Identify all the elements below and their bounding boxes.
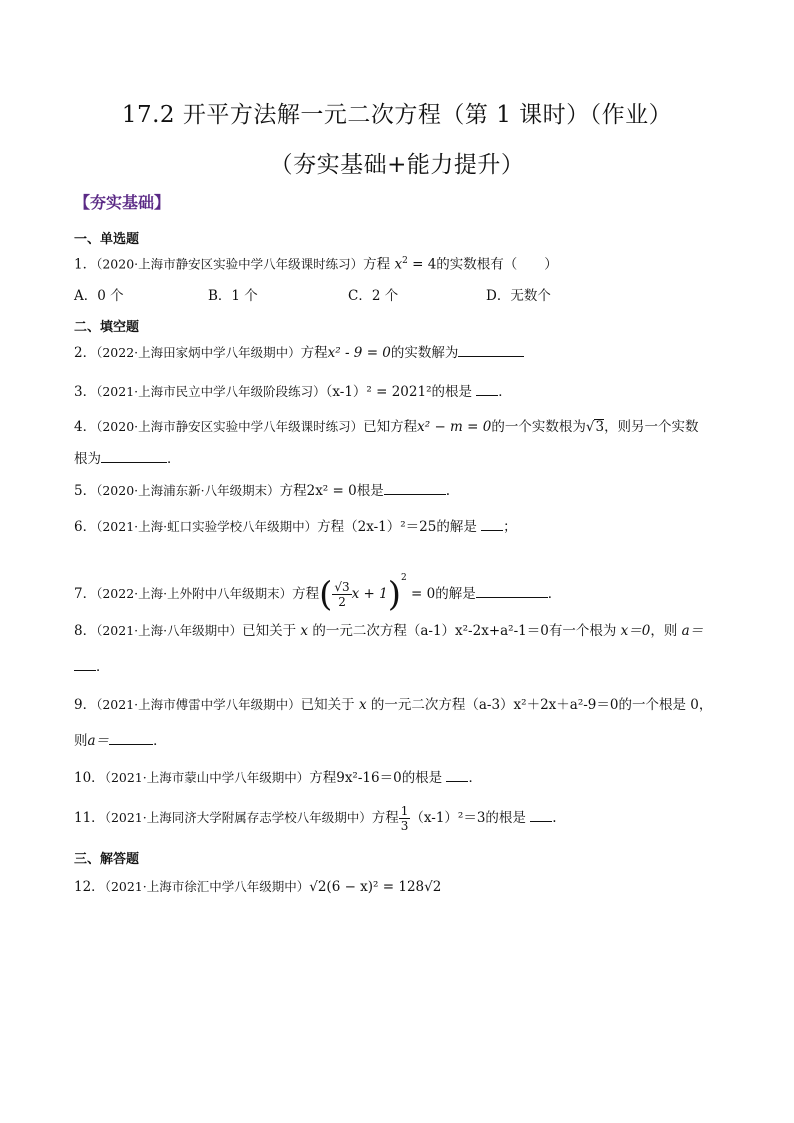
option-d: D．无数个 [486,288,551,304]
question-source: （2021·上海·八年级期中） [96,623,243,638]
question-text: 的一元二次方程 [312,623,407,639]
answer-blank[interactable] [446,767,468,782]
question-11: 11．（2021·上海同济大学附属存志学校八年级期中）方程 $\frac{1}{3}$ （x-1）²＝3的根是 . [74,804,557,833]
question-9-line2: 则a＝ ． [74,730,734,752]
math-expression: = 4 [407,256,437,273]
question-number: 7． [74,586,97,602]
math-expression: x² - 9 = 0 [327,345,391,361]
question-text: 已知关于 [300,697,355,713]
answer-blank[interactable] [530,807,552,822]
section-heading-solve: 三、解答题 [74,852,140,867]
question-text: 的一个根是 0， [618,697,713,713]
math-expression: √2(6 − x)² = 128√2 [309,879,442,895]
question-text: 方程 [363,256,391,273]
math-variable: a＝ [87,733,110,749]
question-text: 有一个根为 [548,623,617,639]
question-3: 3．（2021·上海市民立中学八年级阶段练习）（x-1）² = 2021²的根是 ． [74,381,734,403]
question-9 [74,694,734,716]
question-text: 的实数解为 [390,345,459,361]
question-6: 6．（2021·上海·虹口实验学校八年级期中）方程（2x-1）²＝25的解是 ； [74,516,734,538]
question-10: 10．（2021·上海市蒙山中学八年级期中）方程9x²-16＝0的根是 ． [74,767,734,789]
question-4-line2: 根为 ． [74,448,734,470]
section-heading-single-choice: 一、单选题 [74,232,140,247]
question-number: 4． [74,419,97,435]
math-expression: （2x-1）²＝25 [344,519,437,535]
question-number: 11． [74,810,105,826]
question-source: （2021·上海市傅雷中学八年级期中） [96,697,301,712]
math-variable: x [300,623,309,639]
section-badge: 【夯实基础】 [74,193,171,212]
math-expression: （a-3）x²＋2x＋a²-9＝0 [465,697,619,713]
question-text: 的一个实数根为 [491,419,586,435]
question-text: 的根是 [401,770,443,786]
math-fraction: $\frac{1}{3}$ [400,804,409,833]
math-expression: （x-1）²＝3 [410,810,486,826]
answer-blank[interactable] [476,583,548,598]
question-source: （2022·上海田家炳中学八年级期中） [96,345,301,360]
question-number: 9． [74,697,97,713]
question-source: （2021·上海市蒙山中学八年级期中） [104,770,310,785]
question-12 [74,876,734,898]
question-source: （2021·上海·虹口实验学校八年级期中） [96,519,318,534]
question-number: 10． [74,770,105,786]
page-subtitle: （夯实基础+能力提升） [269,152,525,178]
question-8-line2: ． [74,656,734,678]
question-8 [74,620,734,642]
math-expression: （x-1）² = 2021² [325,384,432,400]
math-expression: = 0 [406,586,436,602]
question-text: 的根是 [485,810,526,826]
question-text: 已知方程 [363,419,418,435]
question-number: 8． [74,623,97,639]
section-heading-fill-blank: 二、填空题 [74,320,140,335]
question-source: （2020·上海浦东新·八年级期末） [96,483,280,498]
question-7: 7．（2022·上海·上外附中八年级期末）方程( $\frac{√3}{2}$ x + 1)$^2$ = 0的解是 ． [74,573,562,615]
question-number: 2． [74,345,97,361]
answer-blank[interactable] [101,448,167,463]
question-source: （2020·上海市静安区实验中学八年级课时练习） [96,419,364,434]
math-expression: x + 1 [351,586,388,602]
question-source: （2021·上海市民立中学八年级阶段练习） [96,384,326,399]
answer-blank[interactable] [74,656,96,671]
question-text: 方程 [371,810,399,826]
question-text: 方程 [317,519,345,535]
question-text: 根是 [356,483,384,499]
question-source: （2022·上海·上外附中八年级期末） [96,586,293,601]
math-expression: 2x² = 0 [306,483,357,499]
answer-blank[interactable] [476,381,498,396]
question-1: 1．（2020·上海市静安区实验中学八年级课时练习）方程 $x^2 = 4$的实数根有（ ） [74,256,558,273]
math-expression: 9x²-16＝0 [336,770,402,786]
option-c: C．2 个 [348,288,399,304]
question-number: 12． [74,879,105,895]
math-expression: x＝0 [620,623,651,639]
question-text: 方程 [309,770,337,786]
answer-blank[interactable] [384,480,446,495]
question-source: （2020·上海市静安区实验中学八年级课时练习） [96,256,364,272]
question-number: 6． [74,519,97,535]
question-4: 4．（2020·上海市静安区实验中学八年级课时练习）已知方程x² − m = 0的一个实数根为√3，则另一个实数 [74,419,699,435]
question-source: （2021·上海市徐汇中学八年级期中） [104,879,310,894]
question-2 [74,342,734,364]
question-text: 方程 [292,586,320,602]
question-text: 的根是 [431,384,472,400]
page-title: 17.2 开平方法解一元二次方程（第 1 课时）（作业） [121,102,673,128]
question-text: 方程 [279,483,307,499]
option-b: B．1 个 [208,288,258,304]
math-expression: x [394,256,403,273]
question-text: ，则 [650,623,678,639]
answer-blank[interactable] [481,516,503,531]
question-text: 方程 [300,345,328,361]
question-number: 5． [74,483,97,499]
math-expression: 3 [595,419,605,435]
question-text: 的解是 [435,586,476,602]
math-expression: x² − m = 0 [417,419,492,435]
question-text: 的一元二次方程 [370,697,466,713]
question-source: （2021·上海同济大学附属存志学校八年级期中） [104,810,372,825]
question-text: ，则另一个实数 [604,419,699,435]
question-text: 的实数根有（ ） [436,256,558,273]
math-expression: （a-1）x²-2x+a²-1＝0 [406,623,549,639]
question-5: 5．（2020·上海浦东新·八年级期末）方程2x² = 0根是 . [74,480,734,502]
question-text: 则 [74,733,88,749]
answer-blank[interactable] [458,342,524,357]
math-variable: a＝ [681,623,704,639]
option-a: A．0 个 [74,288,124,304]
math-fraction: $\frac{√3}{2}$ [334,580,350,609]
question-text: 根为 [74,451,101,467]
question-text: 的解是 [436,519,477,535]
question-number: 3． [74,384,97,400]
answer-blank[interactable] [109,730,153,745]
math-variable: x [358,697,367,713]
question-number: 1． [74,256,97,273]
question-text: 已知关于 [242,623,297,639]
